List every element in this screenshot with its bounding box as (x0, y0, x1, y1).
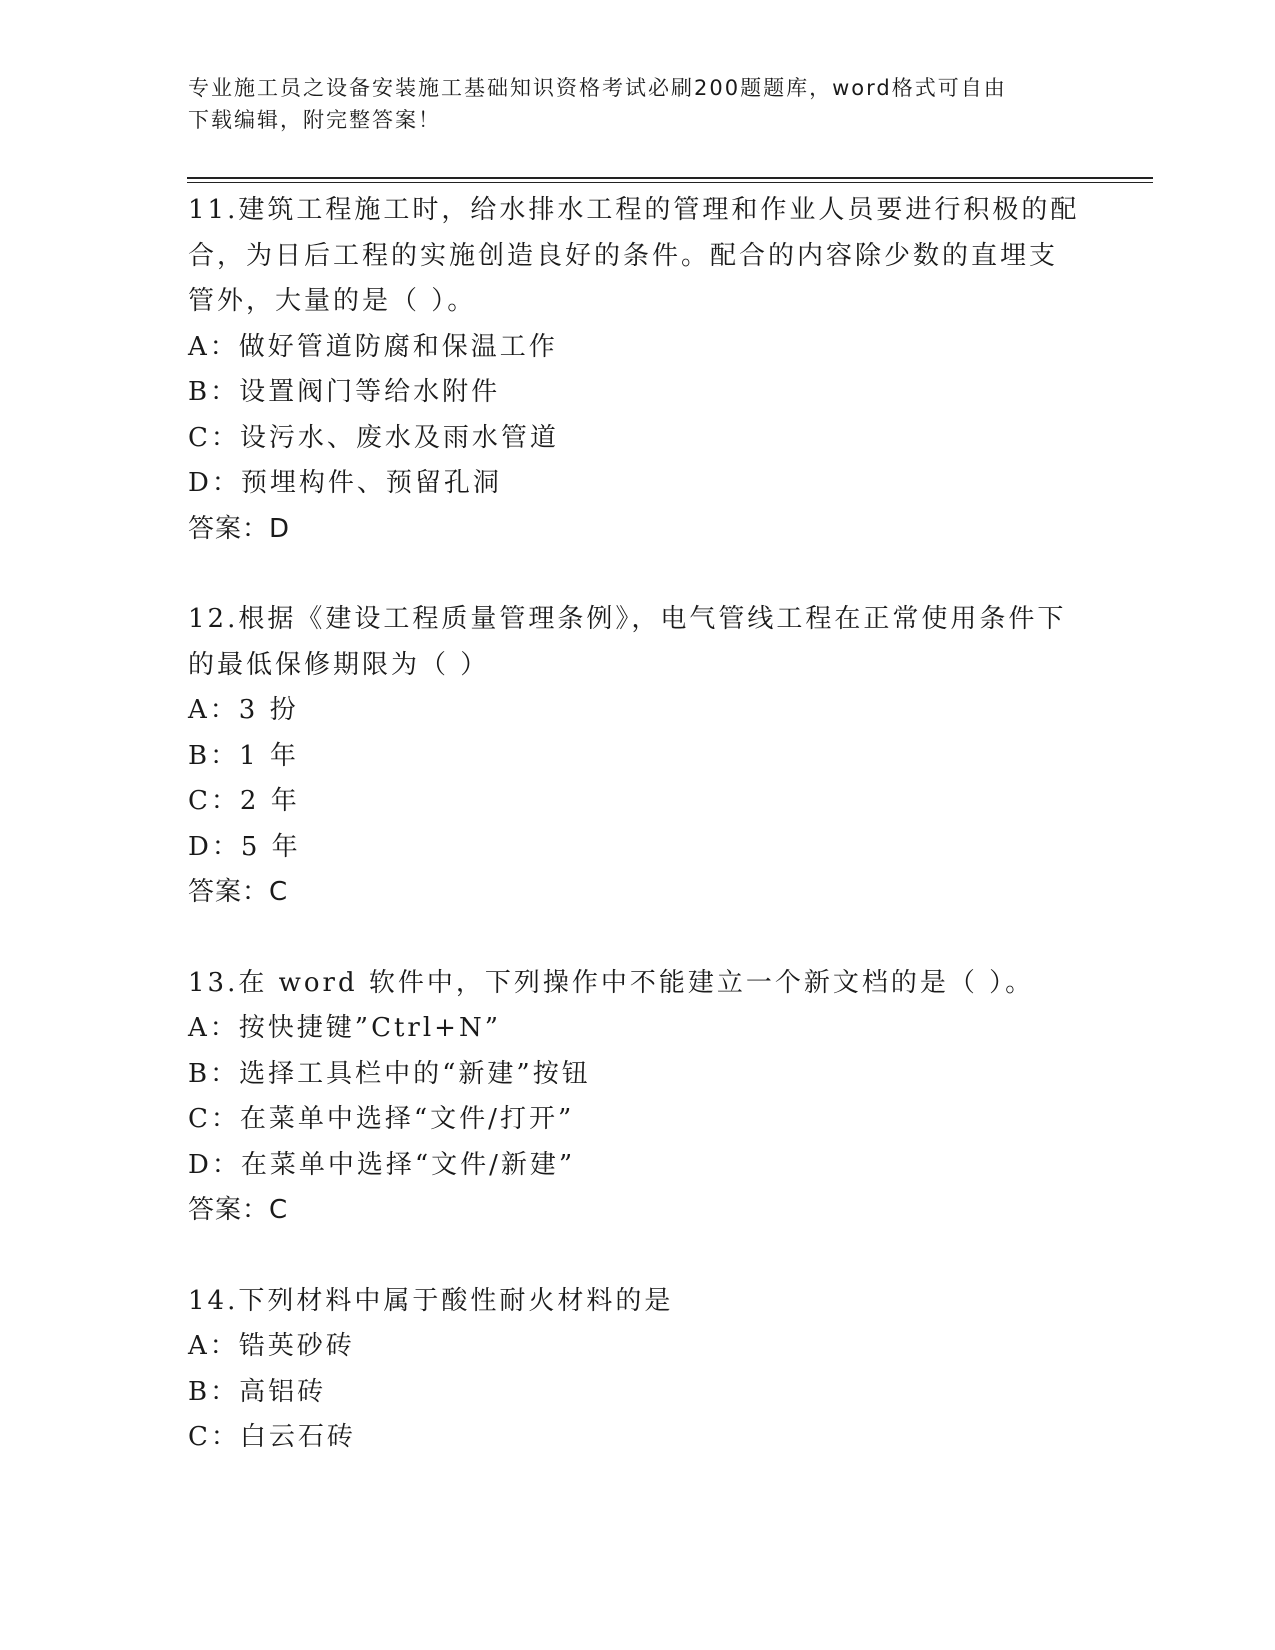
answer-line: 答案：C (188, 1195, 289, 1225)
option-b: B：选择工具栏中的“新建”按钮 (188, 1058, 591, 1089)
answer-line: 答案：D (188, 513, 291, 544)
question-13 (188, 961, 1088, 1234)
option-d: D：预埋构件、预留孔洞 (188, 468, 502, 498)
option-b: B：设置阀门等给水附件 (188, 377, 501, 407)
question-list (188, 188, 1088, 1461)
option-a: A：锆英砂砖 (188, 1331, 355, 1361)
question-spacer (188, 552, 1088, 597)
question-stem-line: 管外，大量的是（ ）。 (188, 286, 477, 316)
question-spacer (188, 1234, 1088, 1279)
header-divider-thin (187, 182, 1153, 183)
option-a: A：做好管道防腐和保温工作 (188, 331, 558, 362)
question-stem-line: 11.建筑工程施工时，给水排水工程的管理和作业人员要进行积极的配 (188, 195, 1080, 225)
answer-line: 答案：C (188, 877, 289, 907)
question-14 (188, 1279, 1088, 1461)
question-stem-line: 14.下列材料中属于酸性耐火材料的是 (188, 1285, 674, 1316)
option-a: A：按快捷键”Ctrl+N” (188, 1013, 501, 1043)
question-12 (188, 597, 1088, 916)
option-c: C：在菜单中选择“文件/打开” (188, 1104, 575, 1134)
option-d: D：5 年 (188, 831, 301, 862)
question-11 (188, 188, 1088, 552)
option-b: B：1 年 (188, 740, 299, 771)
header-divider-thick (187, 177, 1153, 179)
option-d: D：在菜单中选择“文件/新建” (188, 1149, 576, 1180)
option-c: C：设污水、废水及雨水管道 (188, 422, 559, 453)
question-stem-line: 12.根据《建设工程质量管理条例》，电气管线工程在正常使用条件下 (188, 604, 1067, 634)
header-line-2: 下载编辑，附完整答案！ (188, 108, 441, 132)
option-a: A：3 扮 (188, 695, 299, 725)
question-spacer (188, 916, 1088, 961)
option-c: C：白云石砖 (188, 1422, 356, 1452)
option-c: C：2 年 (188, 786, 300, 816)
question-stem-line: 合，为日后工程的实施创造良好的条件。配合的内容除少数的直埋支 (188, 240, 1059, 271)
question-stem-line: 13.在 word 软件中，下列操作中不能建立一个新文档的是（ ）。 (188, 967, 1035, 998)
option-b: B：高铝砖 (188, 1376, 327, 1407)
header-line-1: 专业施工员之设备安装施工基础知识资格考试必刷200题题库，word格式可自由 (188, 76, 1007, 100)
page-header (188, 72, 1088, 136)
question-stem-line: 的最低保修期限为（ ） (188, 649, 490, 680)
